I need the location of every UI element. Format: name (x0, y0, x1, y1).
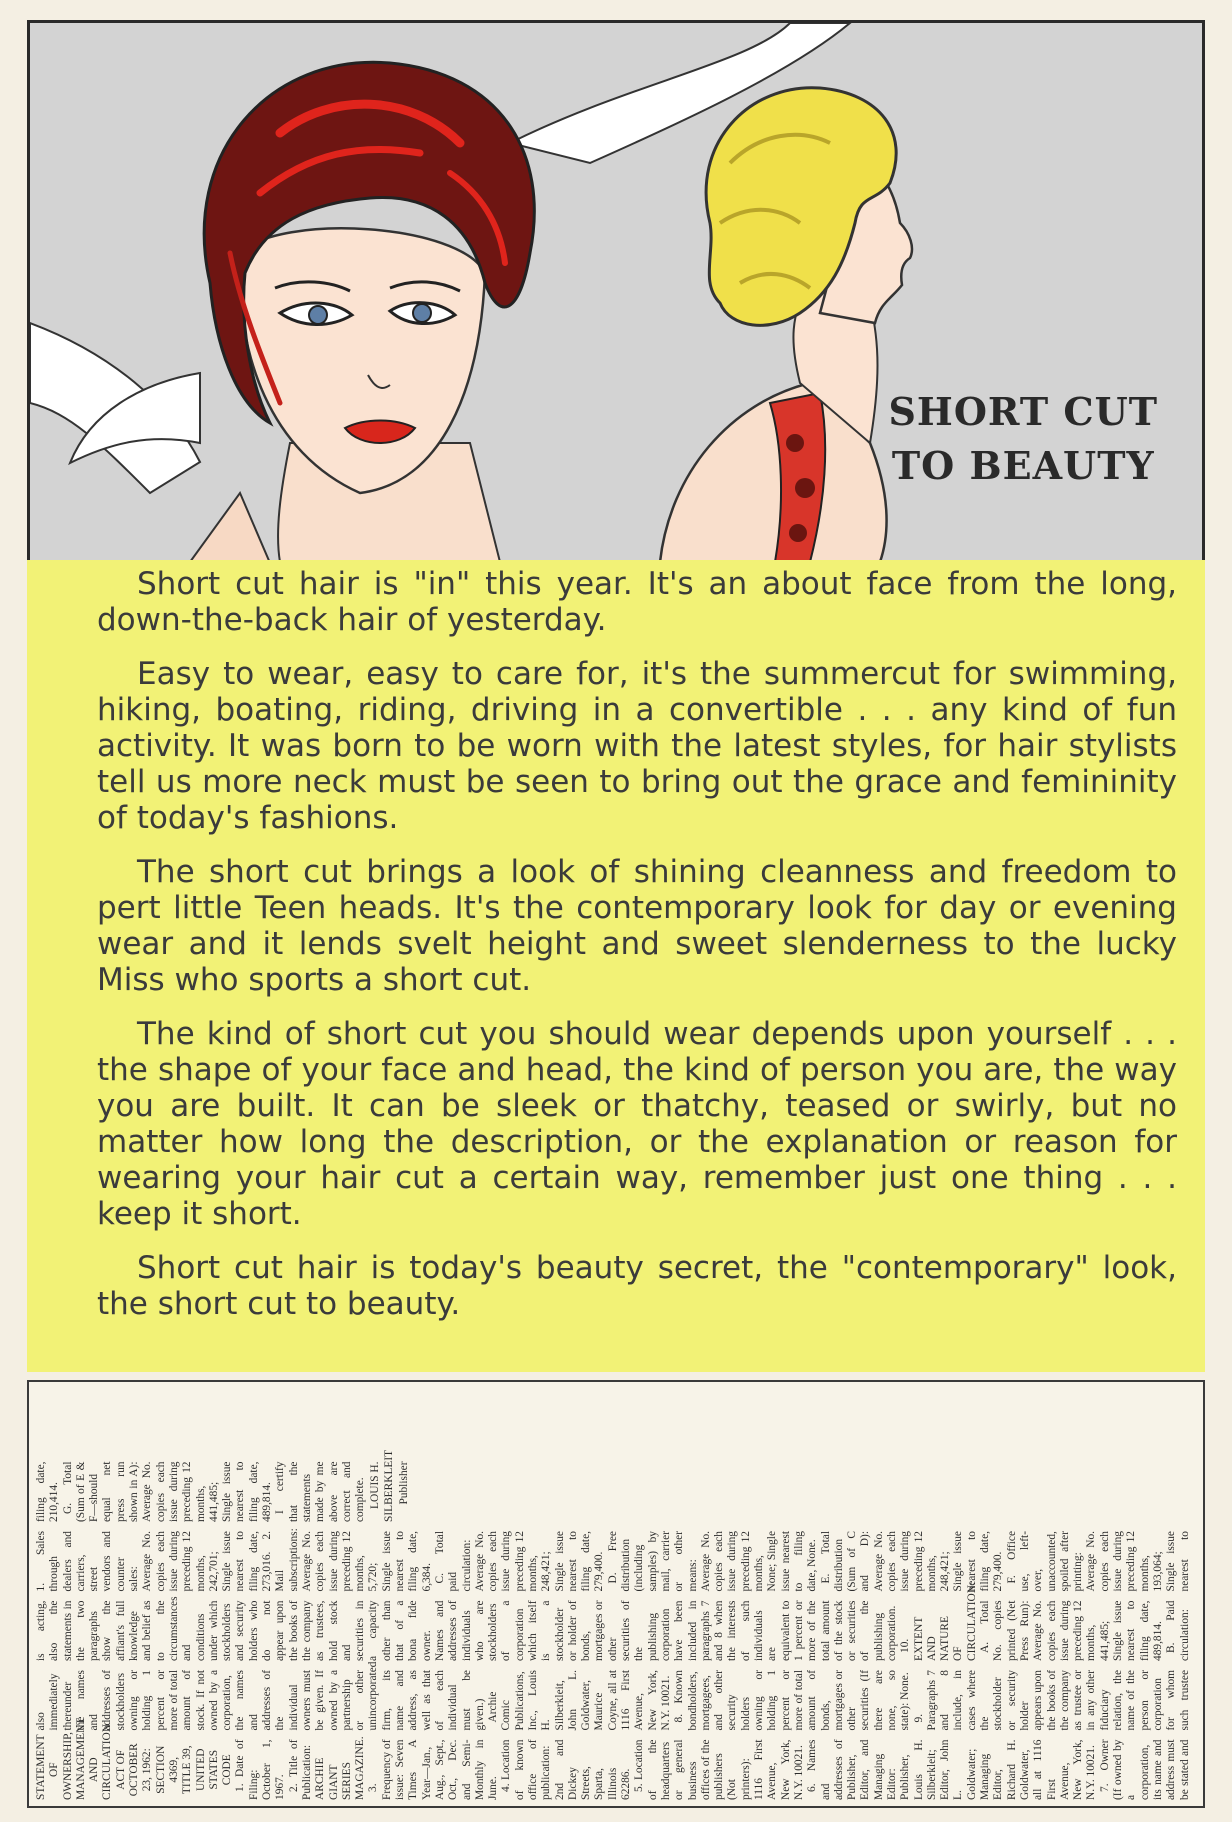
statement-title-1: STATEMENT OF OWNERSHIP, MANAGEMENT (35, 1717, 87, 1800)
article-paragraph: Easy to wear, easy to care for, it's the summercut for swimming, hiking, boating, riding, driving in a convertible . . . any kind of fun activity. It was born to be worn with the latest styles, for hair stylists tell us more neck must be seen to bring out the grace and femininity of today's fashions. (97, 656, 1177, 836)
statement-item: I certify that the statements made by me above are correct and complete. (274, 1461, 367, 1522)
statement-item: E. Total distribution (Sum of C and D): Average No. copies each issue during preceding 12 months, 248,421; Single issue nearest to filing date, 279,400. (819, 1531, 1005, 1592)
statement-item: D. Free distribution (including samples) by mail, carrier or other means: Average No. copies each issue during preceding 12 months, None; Single issue nearest to filing date, None. (606, 1531, 819, 1592)
statement-item: C. Total paid circulation: Average No. copies each issue during preceding 12 months, 248,421; Single issue nearest to filing date, 279,400. (433, 1531, 606, 1592)
article-paragraph: Short cut hair is "in" this year. It's an about face from the long, down-the-back hair of yesterday. (97, 566, 1177, 638)
statement-title-4: TITLE 39, UNITED STATES CODE (181, 1745, 234, 1795)
statement-item: 7. Owner (If owned by a corporation, its name and address must be stated and also immediately thereunder the names and addresses of stockholders owning or holding 1 percent or more of total amount of stock. If not owned by a corporation, the names and addresses of the individual owners must be given. If owned by a partnership or other unincorporated firm, its name and address, as well as that of each individual must be given.) (35, 1661, 1191, 1800)
publisher-signature: LOUIS H. SILBERKLEIT (369, 1449, 395, 1522)
panel-caption (888, 385, 1158, 493)
statement-item: 9. Paragraphs 7 and 8 include, in cases where the stockholder or security holder appears upon the books of the company as trustee or in any other fiduciary relation, the name of the person or corporation for whom such trustee is acting, also the statements in the two paragraphs show the affiant's full knowledge and belief as to the circumstances and conditions under which stockholders and security holders who do not appear upon the books of the company as trustees, hold stock and securities in a capacity other than that of a bona fide owner. Names and addresses of individuals who are stockholders of a corporation which itself is a stockholder or holder of bonds, mortgages or other securities of the publishing corporation have been included in paragraphs 7 and 8 when the interests of such individuals are equivalent to 1 percent or more of the total amount of the stock or securities of the publishing corporation. (35, 1596, 1191, 1731)
statement-item: F. Office use, left-over, unaccounted, spoiled after printing: Average No. copies each issue during preceding 12 months, 193,064; Single issue nearest to filing date, 210,414. (35, 1461, 1191, 1592)
statement-item: 1. Date of Filing: October 1, 1967. (234, 1739, 287, 1800)
statement-item: 10. EXTENT AND NATURE OF CIRCULATION: (899, 1581, 978, 1661)
statement-item: B. Paid circulation: 1. Sales through dealers and carriers, street vendors and counter sales: Average No. copies each issue during preceding 12 months, 242,701; Single issue nearest to filing date, 273,016. 2. Mail subscriptions: Average No. copies each issue during preceding 12 months, 5,720; Single issue nearest to filing date, 6,384. (35, 1528, 1191, 1661)
statement-item: Archie Comic Publications, Inc., Louis H. Silberkleit, John L. Goldwater, Maurice Coyne, all at 1116 First Avenue, New York, N.Y. 10021. (487, 1670, 672, 1731)
statement-title-2: AND CIRCULATION (88, 1724, 114, 1800)
statement-title-3: ACT OF OCTOBER 23, 1962: SECTION 4369, (114, 1743, 180, 1797)
caption-line-1: SHORT CUT (888, 389, 1158, 434)
statement-item: 8. Known bondholders, mortgagees, and other security holders owning or holding 1 percent or more of total amount of bonds, mortgages or other securities (If there are none, so state): None. (673, 1670, 912, 1731)
statement-item: 3. Frequency of issue: Seven Times A Year—Jan., Aug., Sept., Oct., Dec. and Semi-Monthly in June. (367, 1739, 500, 1800)
illustration-panel (27, 20, 1205, 565)
statement-item: A. Total No. copies printed (Net Press Run): Average No. copies each issue during preceding 12 months, 441,485; Single issue nearest to filing date, 489,814. (979, 1600, 1164, 1661)
statement-item: 6. Names and addresses of Publisher, Editor, and Managing Editor: Publisher, Louis H. Silberkleit; Editor, John L. Goldwater; Managing Editor, Richard H. Goldwater, all at 1116 First Avenue, New York, N.Y. 10021. (806, 1739, 1098, 1800)
statement-item: 5. Location of the headquarters or general business offices of the publishers (Not printers): 1116 First Avenue, New York, N.Y. 10021. (633, 1739, 805, 1800)
caption-line-2: TO BEAUTY (891, 443, 1155, 488)
publisher-title: Publisher (398, 1461, 411, 1505)
brunette-woman (190, 62, 534, 562)
statement-item: G. Total (Sum of E & F—should equal net press run shown in A): Average No. copies each issue during preceding 12 months, 441,485; Single issue nearest to filing date, 489,814. (61, 1461, 274, 1522)
article-block (27, 560, 1205, 1372)
statement-item: 2. Title of Publication: ARCHIE GIANT SERIES MAGAZINE. (287, 1736, 367, 1800)
ownership-statement-text (35, 1392, 1195, 1800)
ownership-statement (27, 1380, 1205, 1808)
article-paragraph: Short cut hair is today's beauty secret, the "contemporary" look, the short cut to beauty. (97, 1250, 1177, 1322)
article-paragraph: The short cut brings a look of shining cleanness and freedom to pert little Teen heads. It's the contemporary look for day or evening wear and it lends svelt height and sweet slenderness to the lucky Miss who sports a short cut. (97, 854, 1177, 998)
blonde-woman (660, 88, 912, 562)
statement-item: 4. Location of known office of publication: 2nd and Dickey Streets, Sparta, Illinois 62286. (500, 1739, 633, 1800)
article-paragraph: The kind of short cut you should wear depends upon yourself . . . the shape of your face and head, the kind of person you are, the way you are built. It can be sleek or thatchy, teased or swirly, but no matter how long the description, or the explanation or reason for wearing your hair cut a certain way, remember just one thing . . . keep it short. (97, 1016, 1177, 1232)
